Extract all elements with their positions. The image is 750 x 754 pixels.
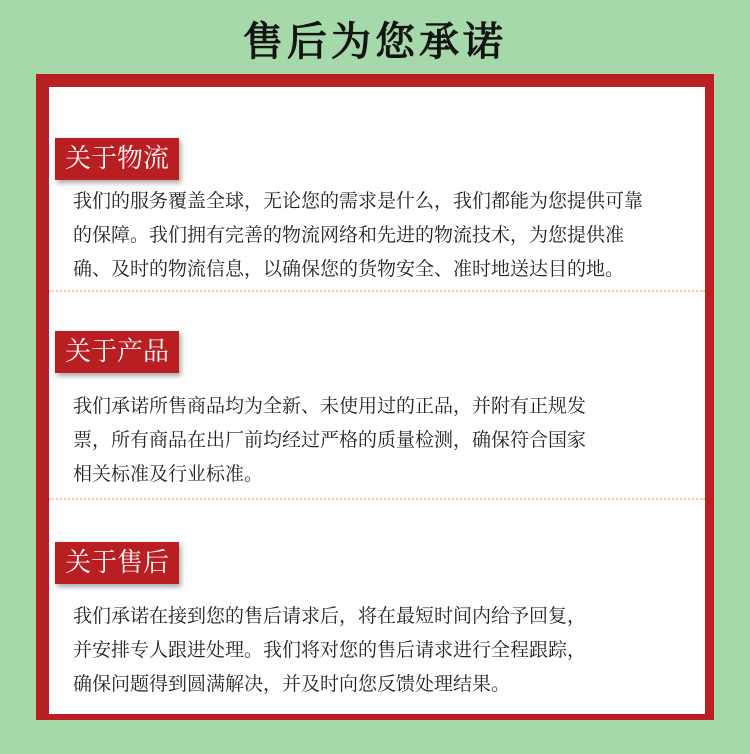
section-heading-after-sales: 关于售后 xyxy=(55,542,179,584)
text-line: 我们承诺在接到您的售后请求后，将在最短时间内给予回复， xyxy=(73,605,587,627)
page-title: 售后为您承诺 xyxy=(243,19,507,65)
section-heading-logistics: 关于物流 xyxy=(55,138,179,180)
section-divider xyxy=(49,498,705,500)
section-divider xyxy=(49,290,705,292)
section-heading-product: 关于产品 xyxy=(55,331,179,373)
text-line: 确保问题得到圆满解决，并及时向您反馈处理结果。 xyxy=(73,673,511,695)
section-body-after-sales xyxy=(73,599,701,701)
text-line: 票，所有商品在出厂前均经过严格的质量检测，确保符合国家 xyxy=(73,429,587,451)
red-frame xyxy=(36,74,714,720)
content-panel xyxy=(49,87,705,714)
section-body-product xyxy=(73,389,701,491)
text-line: 相关标准及行业标准。 xyxy=(73,463,264,485)
text-line: 并安排专人跟进处理。我们将对您的售后请求进行全程跟踪， xyxy=(73,639,587,661)
text-line: 的保障。我们拥有完善的物流网络和先进的物流技术，为您提供准 xyxy=(73,224,625,246)
text-line: 确、及时的物流信息，以确保您的货物安全、准时地送达目的地。 xyxy=(73,258,625,280)
text-line: 我们承诺所售商品均为全新、未使用过的正品，并附有正规发 xyxy=(73,395,587,417)
text-line: 我们的服务覆盖全球，无论您的需求是什么，我们都能为您提供可靠 xyxy=(73,190,644,212)
section-body-logistics xyxy=(73,184,701,286)
